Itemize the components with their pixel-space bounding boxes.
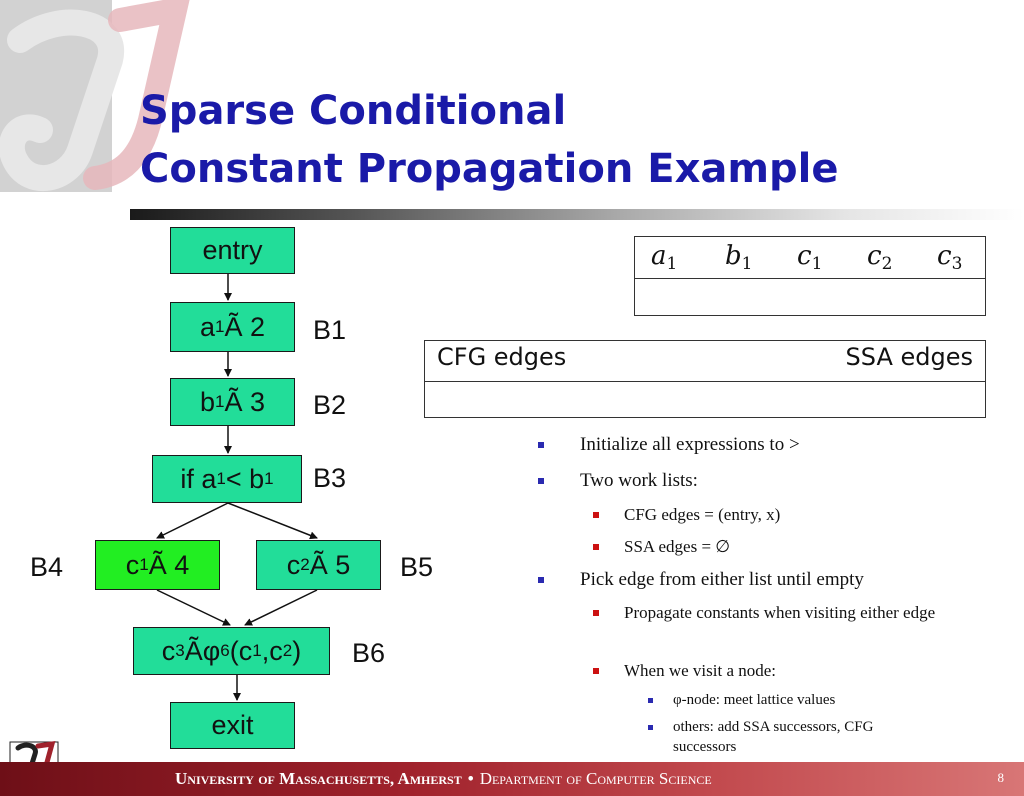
phi-arg2-sub: 2 [282,641,293,660]
node-b2 [170,378,295,426]
bullet-marker [593,544,599,550]
var-c1-sub: 1 [811,254,823,274]
var-header-b1 [725,241,752,274]
bullet-text: φ-node: meet lattice values [673,692,836,708]
phi-arg2: ,c [261,635,283,666]
bullet-marker [538,577,544,583]
node-b3 [152,455,302,503]
arrow-b4-b6 [157,590,230,625]
b6-var-sub: 3 [175,641,185,660]
node-b1 [170,302,295,352]
node-exit [170,702,295,749]
node-b6 [133,627,330,675]
slide-title [140,82,839,198]
b3-cond-left: if a [180,463,217,494]
b5-var: c [286,549,301,580]
bullet-text: others: add SSA successors, CFG successors [673,719,874,755]
cfg-edges-header: CFG edges [437,343,567,371]
bullet-text: When we visit a node: [624,661,777,680]
bullet-text: Two work lists: [580,470,698,491]
bullet-others [648,717,938,757]
var-c2-sub: 2 [881,254,893,274]
label-b4: B4 [30,552,64,582]
bullet-marker [648,725,653,730]
var-a1-name: a [651,241,667,271]
b3-left-sub: 1 [216,469,226,488]
footer-department: Department of Computer Science [479,769,712,788]
bullet-phi-node [648,690,835,710]
var-b1-sub: 1 [741,254,753,274]
edges-header-row [425,341,985,382]
var-c3-name: c [937,241,952,271]
bullet-marker [593,610,599,616]
title-divider [130,209,1024,220]
bullet-initialize [538,432,800,457]
label-b1: B1 [313,315,347,345]
bullet-propagate [593,600,983,625]
var-header-c3 [937,241,962,274]
phi-arg1-sub: 1 [252,641,262,660]
b1-var-sub: 1 [215,317,225,336]
var-c2-name: c [867,241,882,271]
bullet-text: Pick edge from either list until empty [580,569,864,590]
node-entry [170,227,295,274]
b2-var-sub: 1 [215,392,225,411]
b2-var: b [199,386,216,417]
arrow-b3-b4 [157,503,228,538]
node-exit-label: exit [211,710,254,740]
bullet-marker [593,512,599,518]
b5-assign: Ã 5 [309,549,351,580]
bullet-pick-edge [538,567,864,592]
bullet-work-lists [538,468,698,493]
b1-assign: Ã 2 [224,311,266,342]
bullet-marker [538,442,544,448]
var-header-c2 [867,241,892,274]
phi-close: ) [292,635,302,666]
node-b5 [256,540,381,590]
bullet-marker [538,478,544,484]
node-entry-label: entry [202,235,263,265]
ssa-edges-header: SSA edges [845,343,973,371]
node-b4 [95,540,220,590]
slide-title-line2: Constant Propagation Example [140,146,839,192]
phi-sub: 6 [220,641,230,660]
bullet-ssa-edges [593,534,730,559]
bullet-visit-node [593,658,776,683]
bullet-marker [648,698,653,703]
bullet-text: Initialize all expressions to > [580,434,800,455]
b3-right-sub: 1 [264,469,274,488]
b6-assign: Ã [184,635,203,666]
arrow-b3-b5 [228,503,317,538]
b4-var: c [125,549,140,580]
b2-assign: Ã 3 [224,386,266,417]
var-header-c1 [797,241,822,274]
bullet-text: Propagate constants when visiting either edge [624,603,936,622]
var-header-a1 [651,241,677,274]
b1-var: a [199,311,216,342]
bullet-text: SSA edges = ∅ [624,537,731,556]
edges-table [424,340,986,418]
slide-footer [0,762,1024,796]
arrow-b5-b6 [245,590,317,625]
footer-separator: • [467,769,474,788]
label-b3: B3 [313,463,347,493]
bullet-marker [593,668,599,674]
var-b1-name: b [725,241,742,271]
label-b2: B2 [313,390,347,420]
label-b5: B5 [400,552,434,582]
slide-title-line1: Sparse Conditional [140,88,567,134]
var-a1-sub: 1 [666,254,678,274]
label-b6: B6 [352,638,386,668]
b6-var: c [161,635,176,666]
b4-var-sub: 1 [139,555,149,574]
bullet-text: CFG edges = (entry, x) [624,505,781,524]
var-c1-name: c [797,241,812,271]
b4-assign: Ã 4 [148,549,190,580]
bullet-cfg-edges [593,502,780,527]
page-number: 8 [997,770,1004,785]
footer-university: University of Massachusetts, Amherst [175,769,462,788]
b3-cond-right: < b [225,463,265,494]
b5-var-sub: 2 [300,555,310,574]
variables-header-row [635,237,985,279]
variables-table [634,236,986,316]
phi-symbol: φ [202,635,221,666]
var-c3-sub: 3 [951,254,963,274]
phi-arg1: (c [229,635,253,666]
footer-text [175,769,712,789]
